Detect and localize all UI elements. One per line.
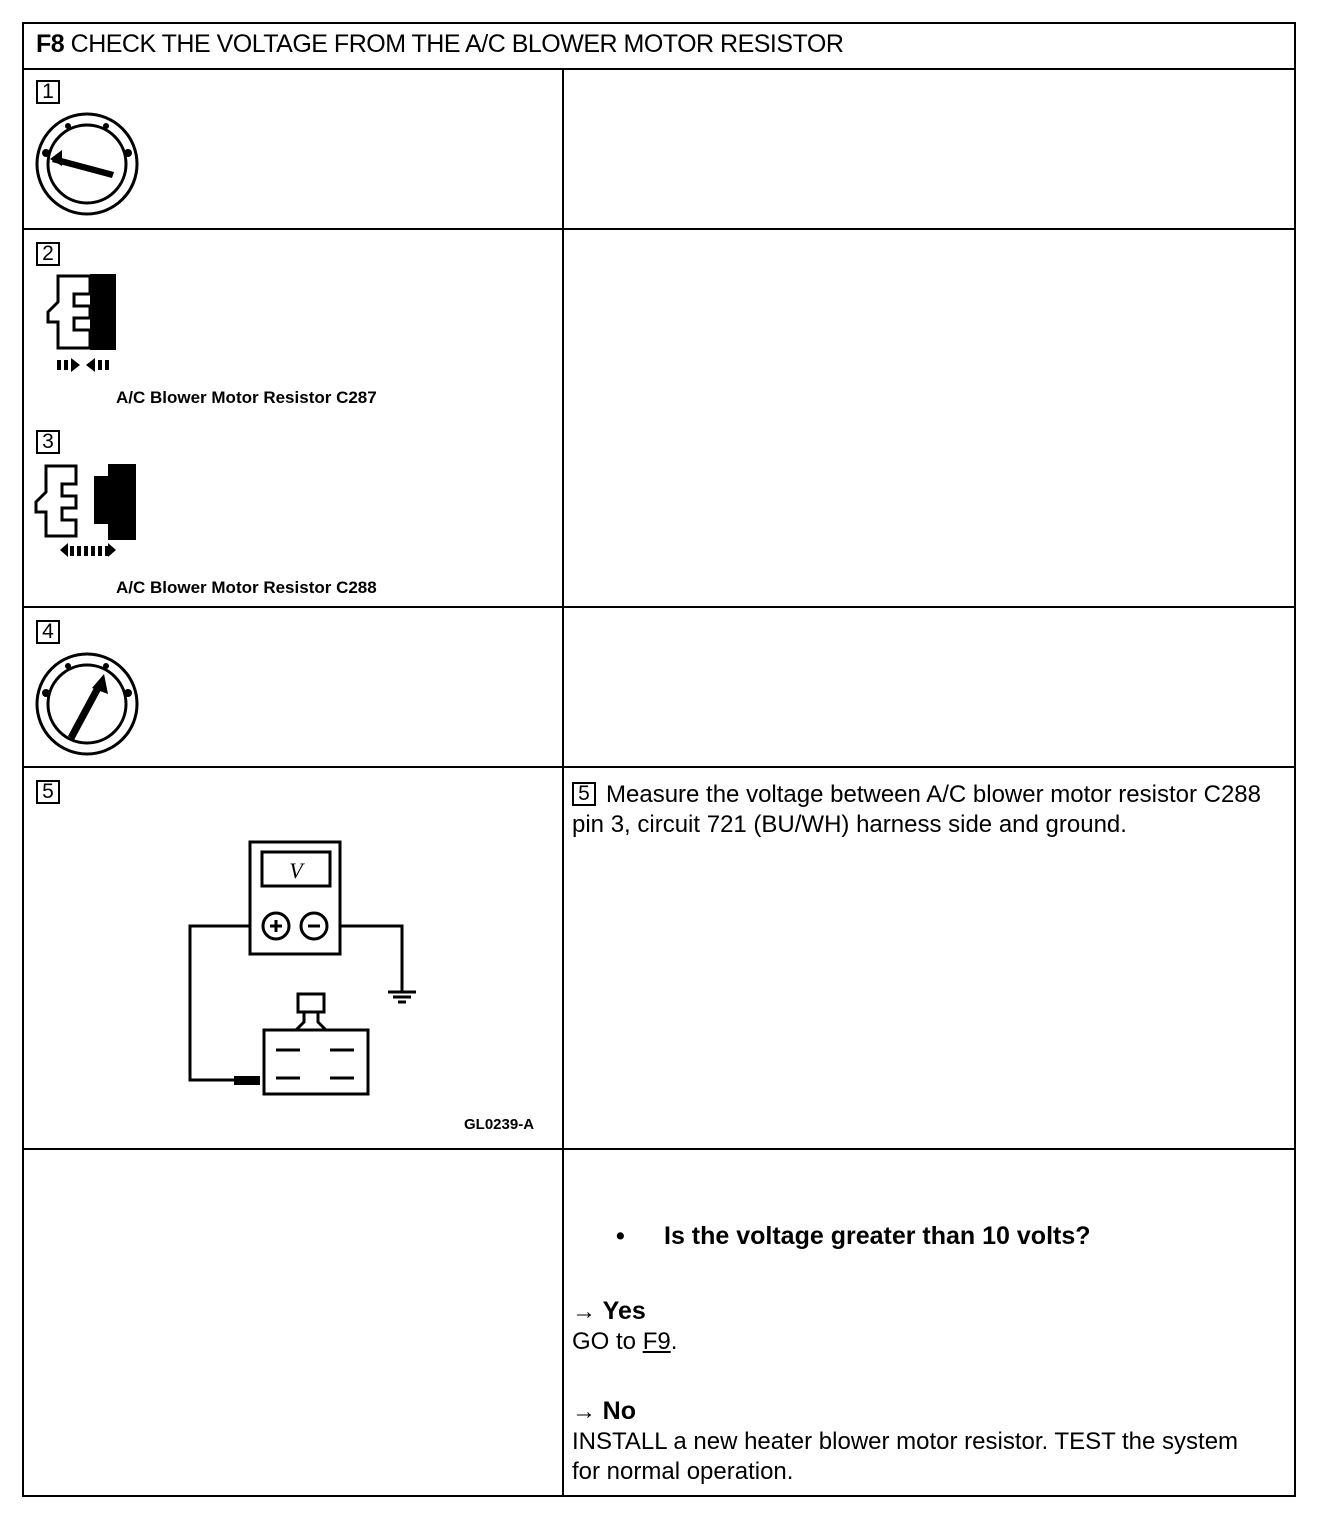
connector-connect-icon <box>44 272 124 372</box>
step-number: 5 <box>36 780 60 804</box>
divider <box>22 228 1296 230</box>
question <box>616 1222 1091 1251</box>
goto-link[interactable]: F9 <box>642 1328 671 1355</box>
page-title <box>36 30 843 59</box>
step-number: 1 <box>36 80 60 104</box>
answer-no <box>572 1396 1272 1487</box>
divider <box>562 68 564 1497</box>
divider <box>22 766 1296 768</box>
question-text: Is the voltage greater than 10 volts? <box>664 1222 1091 1250</box>
connector-disconnect-icon <box>34 462 144 564</box>
bullet-icon: • <box>616 1222 625 1250</box>
step-number: 4 <box>36 620 60 644</box>
figure-id: GL0239-A <box>464 1116 535 1133</box>
answer-yes <box>572 1296 1272 1357</box>
step-number: 3 <box>36 430 60 454</box>
divider <box>22 606 1296 608</box>
connector-caption: A/C Blower Motor Resistor C288 <box>116 578 377 597</box>
connector-caption: A/C Blower Motor Resistor C287 <box>116 388 377 407</box>
answer-label: Yes <box>602 1297 646 1325</box>
test-step-title: CHECK THE VOLTAGE FROM THE A/C BLOWER MOTOR RESISTOR <box>70 30 844 58</box>
divider <box>22 68 1296 70</box>
step-number: 5 <box>572 782 596 806</box>
answer-suffix: . <box>670 1328 678 1355</box>
arrow-right-icon: → <box>572 1298 596 1325</box>
divider <box>22 1148 1296 1150</box>
answer-label: No <box>602 1397 636 1425</box>
meter-label: V <box>289 858 303 883</box>
answer-text: INSTALL a new heater blower motor resistor. TEST the system for normal operation. <box>572 1428 1239 1485</box>
procedure-table <box>22 22 1296 1497</box>
test-step-code: F8 <box>36 30 65 58</box>
ignition-switch-on-icon <box>34 650 140 758</box>
answer-prefix: GO to <box>572 1328 643 1355</box>
ignition-switch-off-icon <box>34 110 140 218</box>
step-instruction <box>572 780 1282 840</box>
step-number: 2 <box>36 242 60 266</box>
arrow-right-icon: → <box>572 1398 596 1425</box>
instruction-text: Measure the voltage between A/C blower motor resistor C288 pin 3, circuit 721 (BU/WH) harness side and ground. <box>572 781 1261 838</box>
voltmeter-circuit-icon <box>180 836 430 1102</box>
